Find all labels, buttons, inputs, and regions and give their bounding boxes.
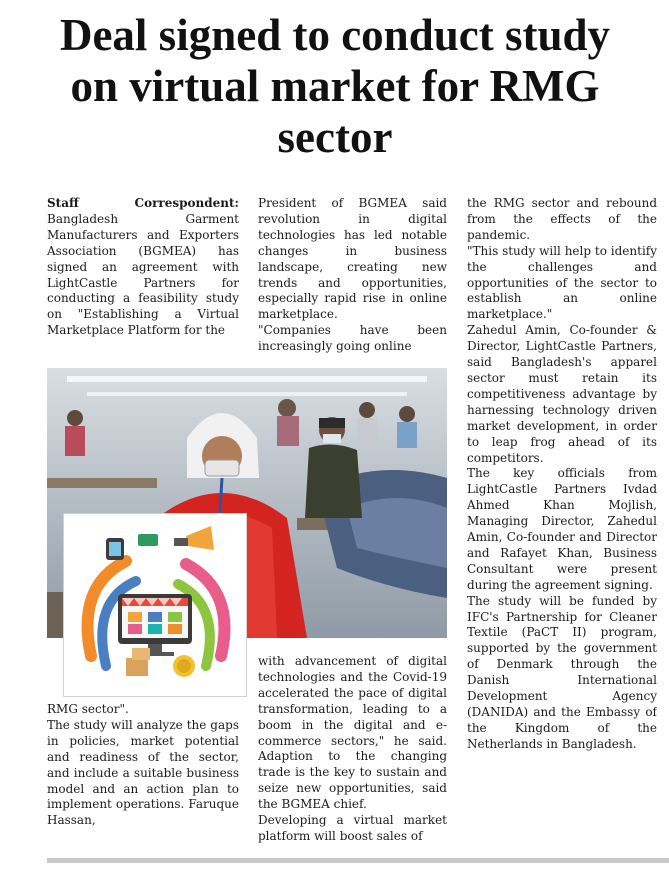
paragraph: "Companies have been increasingly going online [258,323,447,354]
headline: Deal signed to conduct study on virtual market for RMG sector [59,10,611,162]
article-column-2-top [258,196,447,360]
paragraph: Bangladesh Garment Manufacturers and Exporters Association (BGMEA) has signed an agreement with LightCastle Partners for conducting a feasibility study on "Establishing a Virtual Marketplace Platform for the [47,211,239,338]
bottom-divider [47,858,669,863]
paragraph: The study will be funded by IFC's Partnership for Cleaner Textile (PaCT II) program, supported by the government of Denmark through the Danish International Development Agency (DANIDA) and the Embassy of the Kingdom of the Netherlands in Bangladesh. [467,593,657,751]
paragraph: President of BGMEA said revolution in digital technologies has led notable changes in business landscape, creating new trends and opportunities, especially rapid rise in online marketplace. [258,196,447,322]
article-column-2-bottom [258,654,447,852]
paragraph: RMG sector". [47,702,129,716]
article-column-3 [467,196,657,852]
paragraph: The key officials from LightCastle Partners Ivdad Ahmed Khan Mojlish, Managing Director, Zahedul Amin, Co-founder and Director and Rafayet Khan, Business Consultant were present during the agreement signing. [467,466,657,592]
article-column-1-bottom [47,702,239,852]
paragraph: Zahedul Amin, Co-founder & Director, LightCastle Partners, said Bangladesh's apparel sector must retain its competitiveness advantage by harnessing technology driven market development, in order to leap frog ahead of its competitors. [467,323,657,465]
online-marketplace-illustration-icon [64,514,246,696]
paragraph: "This study will help to identify the challenges and opportunities of the sector to establish an online marketplace." [467,243,657,322]
paragraph: with advancement of digital technologies and the Covid-19 accelerated the pace of digital transformation, leading to a boom in the digital and e-commerce sectors," he said. Adaption to the changing trade is the key to sustain and seize new opportunities, said the BGMEA chief. [258,654,447,812]
article-column-1-top [47,196,239,360]
paragraph: The study will analyze the gaps in policies, market potential and readiness of the sector, and include a suitable business model and an action plan to implement operations. Faruque Hassan, [47,717,239,828]
byline: Staff Correspondent: [47,196,239,210]
paragraph: the RMG sector and rebound from the effects of the pandemic. [467,196,657,242]
paragraph: Developing a virtual market platform will boost sales of [258,813,447,843]
